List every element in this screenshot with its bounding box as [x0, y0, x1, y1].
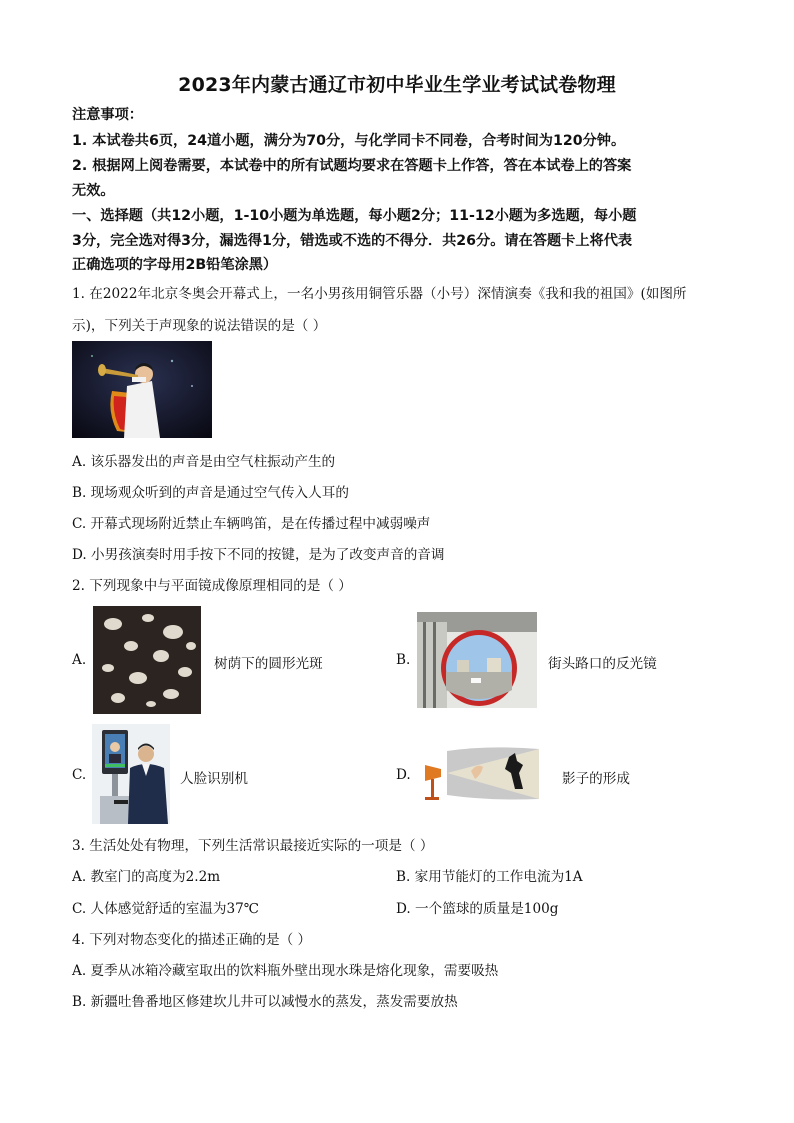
q2-option-d-caption: 影子的形成 [562, 771, 630, 787]
q2-option-b-letter: B. [396, 652, 411, 668]
notes-item-2-line-2: 无效。 [72, 183, 115, 199]
q2-option-a-letter: A. [72, 652, 87, 668]
q3-stem: 3. 生活处处有物理，下列生活常识最接近实际的一项是（ ） [72, 838, 434, 854]
q3-option-d: D. 一个篮球的质量是100g [396, 901, 559, 917]
notes-item-1: 1. 本试卷共6页，24道小题，满分为70分，与化学同卡不同卷，合考时间为120分钟。 [72, 133, 626, 149]
q1-option-c: C. 开幕式现场附近禁止车辆鸣笛，是在传播过程中减弱噪声 [72, 516, 431, 532]
convex-mirror-photo [417, 612, 537, 708]
q4-option-b: B. 新疆吐鲁番地区修建坎儿井可以减慢水的蒸发，蒸发需要放热 [72, 994, 458, 1010]
q2-option-a-caption: 树荫下的圆形光斑 [214, 656, 323, 672]
section-heading-line-2: 3分，完全选对得3分，漏选得1分，错选或不选的不得分．共26分。请在答题卡上将代表 [72, 233, 633, 249]
face-recognition-photo [92, 724, 170, 824]
q2-stem: 2. 下列现象中与平面镜成像原理相同的是（ ） [72, 578, 352, 594]
section-heading-line-1: 一、选择题（共12小题，1-10小题为单选题，每小题2分；11-12小题为多选题，每小题 [72, 208, 637, 224]
notes-item-2-line-1: 2. 根据网上阅卷需要，本试卷中的所有试题均要求在答题卡上作答，答在本试卷上的答案 [72, 158, 632, 174]
q1-option-b: B. 现场观众听到的声音是通过空气传入人耳的 [72, 485, 349, 501]
q2-option-b-caption: 街头路口的反光镜 [548, 656, 657, 672]
notes-heading: 注意事项： [72, 107, 143, 123]
q3-option-a: A. 教室门的高度为2.2m [72, 869, 221, 885]
page-title: 2023年内蒙古通辽市初中毕业生学业考试试卷物理 [178, 74, 616, 96]
section-heading-line-3: 正确选项的字母用2B铅笔涂黑） [72, 257, 278, 273]
q1-option-a: A. 该乐器发出的声音是由空气柱振动产生的 [72, 454, 336, 470]
trumpet-player-photo [72, 341, 212, 438]
q3-option-b: B. 家用节能灯的工作电流为1A [396, 869, 583, 885]
q3-option-c: C. 人体感觉舒适的室温为37℃ [72, 901, 259, 917]
q1-option-d: D. 小男孩演奏时用手按下不同的按键，是为了改变声音的音调 [72, 547, 445, 563]
light-spots-photo [93, 606, 201, 714]
q2-option-d-letter: D. [396, 767, 411, 783]
q1-stem-line-1: 1. 在2022年北京冬奥会开幕式上，一名小男孩用铜管乐器（小号）深情演奏《我和我的祖国》(如图所 [72, 286, 687, 302]
q1-stem-line-2: 示)，下列关于声现象的说法错误的是（ ） [72, 318, 327, 334]
q2-option-c-letter: C. [72, 767, 87, 783]
q2-option-c-caption: 人脸识别机 [180, 771, 248, 787]
shadow-formation-illustration [419, 743, 545, 803]
q4-stem: 4. 下列对物态变化的描述正确的是（ ） [72, 932, 312, 948]
q4-option-a: A. 夏季从冰箱冷藏室取出的饮料瓶外壁出现水珠是熔化现象，需要吸热 [72, 963, 499, 979]
